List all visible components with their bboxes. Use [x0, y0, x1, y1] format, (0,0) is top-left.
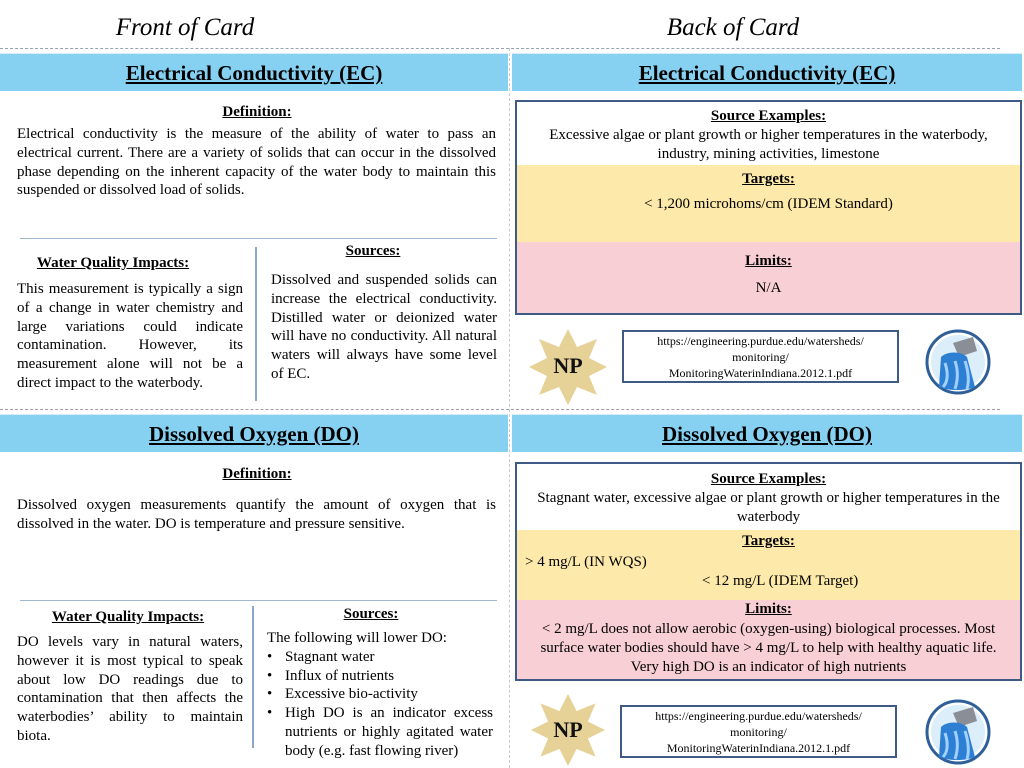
do-impacts-label: Water Quality Impacts: [51, 609, 205, 625]
ec-np-badge [528, 327, 608, 407]
do-sources-label: Sources: [343, 606, 399, 622]
ec-source-examples-section [517, 102, 1020, 165]
do-sources-block [267, 629, 493, 768]
ec-url-line-1: https://engineering.purdue.edu/watersheds/ [657, 334, 864, 348]
ec-targets-text: < 1,200 microhoms/cm (IDEM Standard) [644, 196, 893, 212]
list-item: • Stagnant water [267, 648, 493, 667]
do-targets-label: Targets: [742, 533, 795, 549]
ec-url-line-3: MonitoringWaterinIndiana.2012.1.pdf [668, 366, 853, 380]
ec-impacts-label: Water Quality Impacts: [36, 255, 190, 271]
ec-definition-text: Electrical conductivity is the measure of the ability of water to pass an electrical current. There are a variety of solids that can occur in the dissolved phase depending on the inherent capacity of the water body to maintain this suspended or dissolved load of solids. [17, 126, 496, 199]
ec-front-separator [20, 238, 497, 239]
ec-limits-text: N/A [755, 280, 782, 296]
do-definition-label: Definition: [222, 466, 292, 482]
do-source-examples-label: Source Examples: [710, 471, 827, 487]
water-pipe-icon [925, 699, 991, 765]
do-front-column-divider [252, 606, 254, 748]
list-item: • Influx of nutrients [267, 667, 493, 686]
center-dashed-divider [509, 48, 510, 768]
do-definition-text: Dissolved oxygen measurements quantify the amount of oxygen that is dissolved in the water. DO is temperature and pressure sensitive. [17, 497, 496, 532]
do-targets-text-1: > 4 mg/L (IN WQS) [525, 554, 647, 570]
front-of-card-heading: Front of Card [115, 14, 255, 41]
do-url-line-3: MonitoringWaterinIndiana.2012.1.pdf [666, 741, 851, 755]
do-url-line-2: monitoring/ [730, 725, 787, 739]
do-front-title: Dissolved Oxygen (DO) [0, 414, 508, 452]
ec-back-title: Electrical Conductivity (EC) [512, 53, 1022, 91]
list-item: • High DO is an indicator excess nutrients or highly agitated water body (e.g. fast flowing river) [267, 704, 493, 760]
ec-impacts-text: This measurement is typically a sign of a change in water chemistry and large variations could indicate contamination. However, its measurement alone will not be a direct impact to the waterbody. [17, 281, 243, 391]
ec-np-label: NP [553, 353, 583, 378]
ec-targets-label: Targets: [742, 171, 795, 187]
do-sources-list [267, 648, 493, 761]
ec-back-info-box [515, 100, 1022, 315]
ec-source-examples-label: Source Examples: [710, 108, 827, 124]
ec-sources-text: Dissolved and suspended solids can increase the electrical conductivity. Distilled water or deionized water will have no conductivity. All natural waters will always have some level of EC. [271, 272, 497, 382]
ec-reference-link[interactable] [622, 330, 899, 383]
do-np-label: NP [553, 717, 583, 742]
do-limits-section [517, 600, 1020, 679]
list-item: • Excessive bio-activity [267, 685, 493, 704]
back-of-card-heading: Back of Card [666, 14, 800, 41]
ec-front-column-divider [255, 247, 257, 401]
do-np-badge [528, 692, 608, 768]
ec-url-line-2: monitoring/ [732, 350, 789, 364]
do-targets-text-2: < 12 mg/L (IDEM Target) [702, 573, 859, 589]
do-front-separator [20, 600, 497, 601]
do-limits-text: < 2 mg/L does not allow aerobic (oxygen-using) biological processes. Most surface water bodies should have > 4 mg/L to help with healthy aquatic life. Very high DO is an indicator of high nutrients [540, 621, 997, 675]
ec-targets-section [517, 165, 1020, 242]
do-targets-section [517, 530, 1020, 600]
do-reference-link[interactable] [620, 705, 897, 758]
middle-dashed-divider [0, 409, 1000, 410]
ec-limits-section [517, 242, 1020, 313]
water-pipe-icon [925, 329, 991, 395]
top-dashed-divider [0, 48, 1000, 49]
do-source-examples-text: Stagnant water, excessive algae or plant growth or higher temperatures in the waterbody [537, 490, 1000, 525]
ec-front-title: Electrical Conductivity (EC) [0, 53, 508, 91]
ec-source-examples-text: Excessive algae or plant growth or higher temperatures in the waterbody, industry, mining activities, limestone [549, 127, 988, 162]
do-sources-intro: The following will lower DO: [267, 630, 447, 646]
do-back-title: Dissolved Oxygen (DO) [512, 414, 1022, 452]
do-source-examples-section [517, 464, 1020, 530]
do-impacts-text: DO levels vary in natural waters, however it is most typical to speak about low DO readings due to contamination that then affects the waterbodies’ ability to maintain biota. [17, 634, 243, 744]
do-back-info-box [515, 462, 1022, 681]
do-limits-label: Limits: [745, 601, 792, 617]
do-url-line-1: https://engineering.purdue.edu/watersheds/ [655, 709, 862, 723]
ec-sources-label: Sources: [345, 243, 401, 259]
do-water-pipe-icon [925, 699, 991, 765]
ec-definition-label: Definition: [222, 104, 292, 120]
ec-water-pipe-icon [925, 329, 991, 395]
ec-limits-label: Limits: [745, 253, 792, 269]
